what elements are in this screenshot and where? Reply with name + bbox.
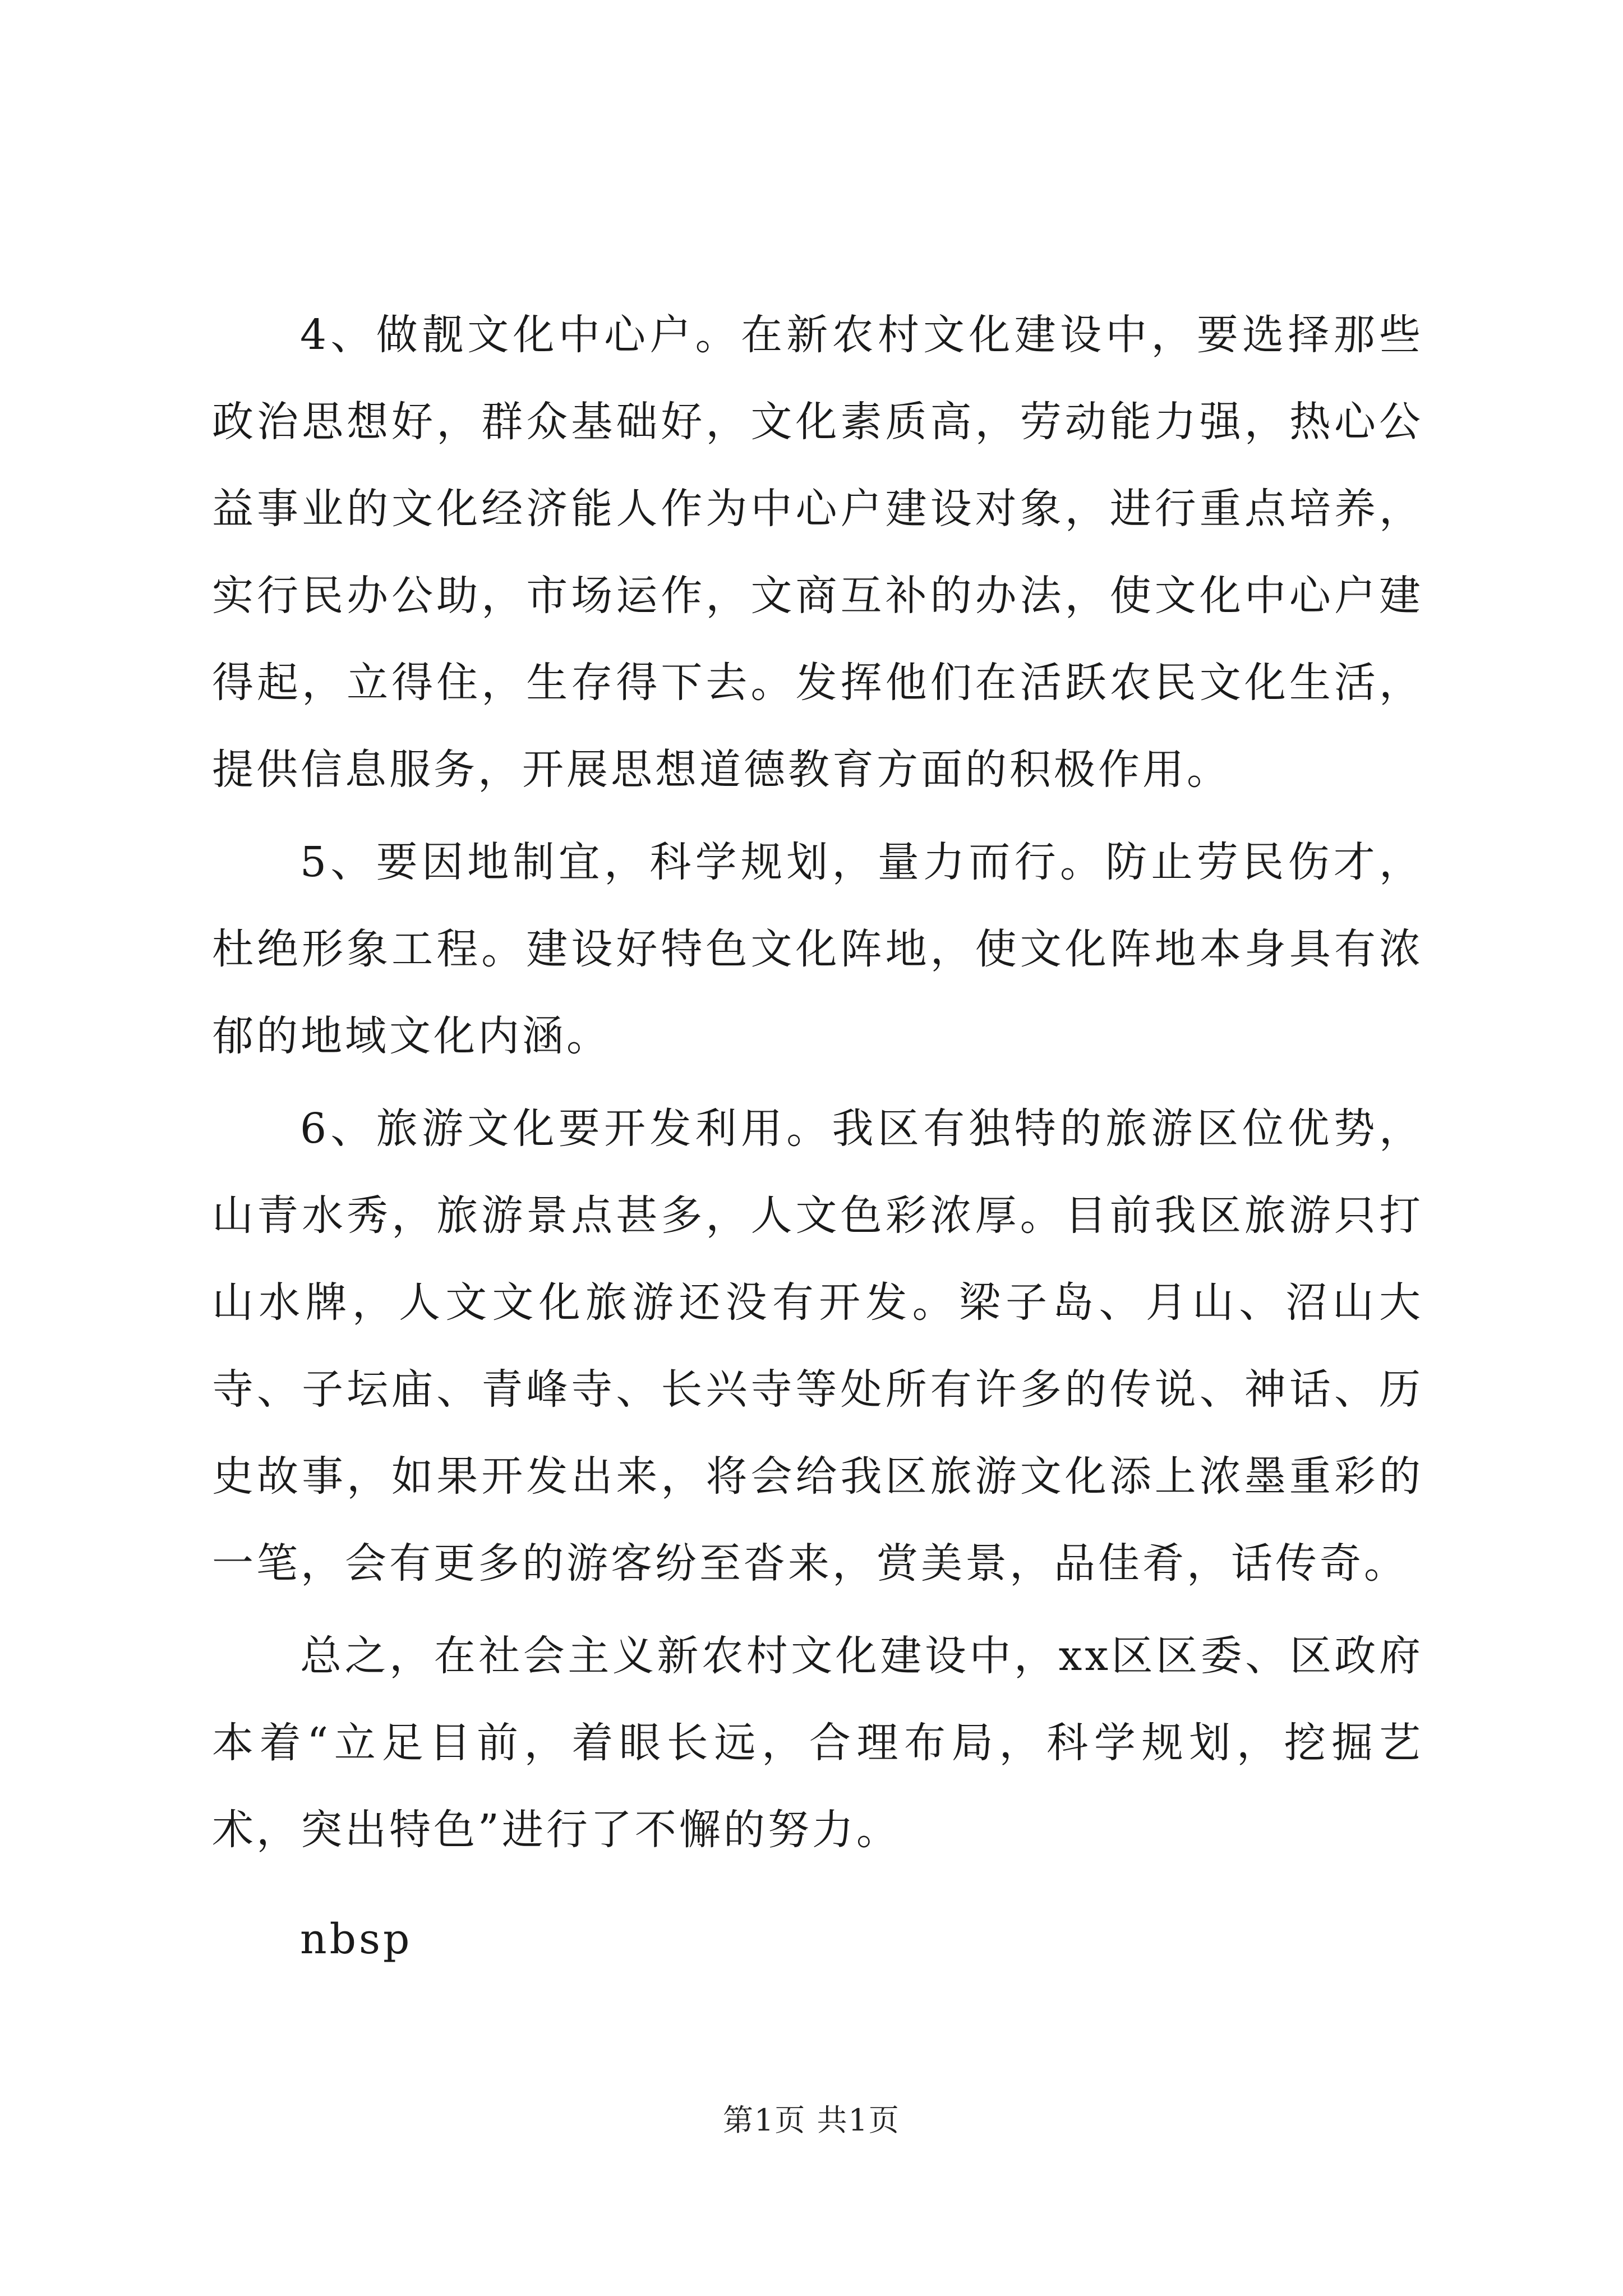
paragraph-summary: 总之，在社会主义新农村文化建设中，xx区区委、区政府本着“立足目前，着眼长远，合理布局，科学规划，挖掘艺术，突出特色”进行了不懈的努力。 bbox=[212, 1632, 1423, 1854]
paragraph-6-tourism-culture: 6、旅游文化要开发利用。我区有独特的旅游区位优势，山青水秀，旅游景点甚多，人文色彩浓厚。目前我区旅游只打山水牌，人文文化旅游还没有开发。梁子岛、月山、沼山大寺、子坛庙、青峰寺、长兴寺等处所有许多的传说、神话、历史故事，如果开发出来，将会给我区旅游文化添上浓墨重彩的一笔，会有更多的游客纷至沓来，赏美景，品佳肴，话传奇。 bbox=[212, 1105, 1423, 1588]
paragraph-nbsp: nbsp bbox=[300, 1915, 413, 1963]
page-number-footer: 第1页 共1页 bbox=[723, 2102, 900, 2138]
paragraph-5-local-planning: 5、要因地制宜，科学规划，量力而行。防止劳民伤才，杜绝形象工程。建设好特色文化阵地，使文化阵地本身具有浓郁的地域文化内涵。 bbox=[212, 838, 1423, 1060]
paragraph-4-cultural-center-households: 4、做靓文化中心户。在新农村文化建设中，要选择那些政治思想好，群众基础好，文化素质高，劳动能力强，热心公益事业的文化经济能人作为中心户建设对象，进行重点培养，实行民办公助，市场运作，文商互补的办法，使文化中心户建得起，立得住，生存得下去。发挥他们在活跃农民文化生活，提供信息服务，开展思想道德教育方面的积极作用。 bbox=[212, 311, 1423, 794]
document-body bbox=[212, 292, 1423, 1989]
